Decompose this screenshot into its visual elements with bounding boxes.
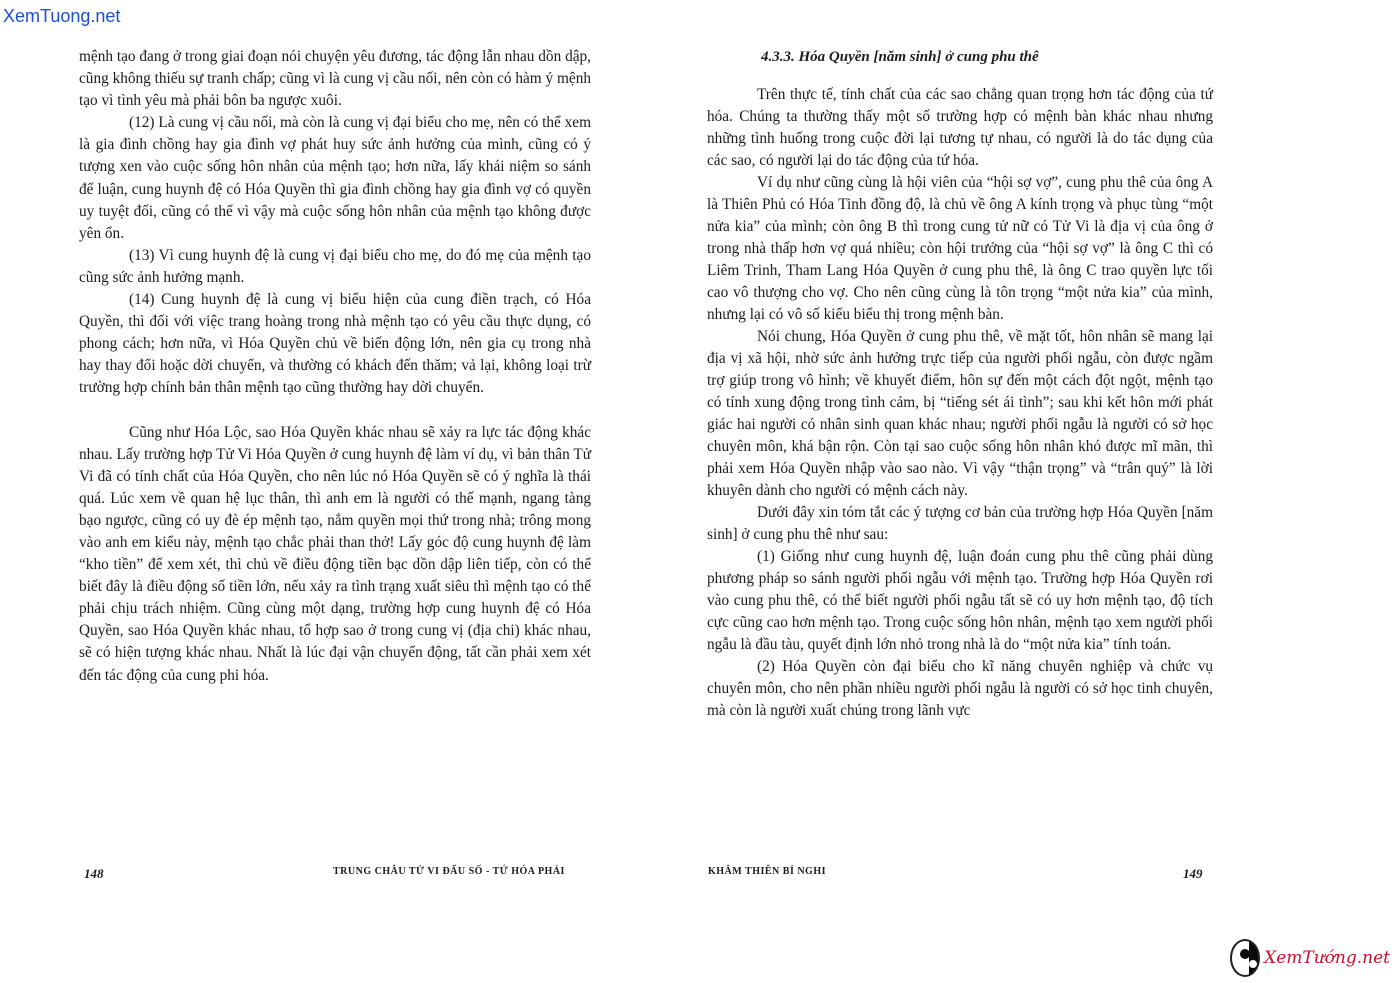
left-paragraph-1: mệnh tạo đang ở trong giai đoạn nói chuyện yêu đương, tác động lẫn nhau dồn dập, cũng không thiếu sự tranh chấp; cũng vì là cung vị cầu nối, nên còn có hàm ý mệnh tạo vì tình yêu mà phải bôn ba ngược xuôi. [79, 48, 591, 110]
right-paragraph-5: (1) Giống như cung huynh đệ, luận đoán cung phu thê cũng phải dùng phương pháp so sánh người phối ngẫu với mệnh tạo. Trường hợp Hóa Quyền rơi vào cung phu thê, có thể biết người phối ngẫu tất sẽ có uy hơn mệnh tạo, độ tích cực cũng cao hơn mệnh tạo. Trong cuộc sống hôn nhân, mệnh tạo xem người phối ngẫu là đầu tàu, quyết định lớn nhỏ trong nhà là do “một nửa kia” tính toán. [707, 548, 1213, 653]
right-paragraph-1: Trên thực tế, tính chất của các sao chẳng quan trọng hơn tác động của tứ hóa. Chúng ta thường thấy một số trường hợp có mệnh bàn khác nhau nhưng những tình huống trong cuộc đời lại tương tự nhau, có người là do tác dụng của các sao, có người lại do tác động của tứ hóa. [707, 86, 1213, 169]
right-paragraph-6: (2) Hóa Quyền còn đại biểu cho kĩ năng chuyên nghiệp và chức vụ chuyên môn, cho nên phần nhiều người phối ngẫu là người có sở học tinh chuyên, mà còn là người xuất chúng trong lãnh vực [707, 658, 1213, 719]
section-heading: 4.3.3. Hóa Quyền [năm sinh] ở cung phu thê [761, 49, 1039, 65]
right-page [707, 46, 1213, 722]
left-page [79, 46, 591, 687]
right-page-number: 149 [1183, 866, 1203, 881]
left-paragraph-4: (14) Cung huynh đệ là cung vị biểu hiện của cung điền trạch, có Hóa Quyền, thì đối với việc trang hoàng trong nhà mệnh tạo có yêu cầu thực dụng, có phong cách; hơn nữa, vì Hóa Quyền chủ về biến động lớn, nên gia cụ trong nhà hay thay đổi hoặc dời chuyển, và thường có khách đến thăm; vả lại, không loại trừ trường hợp chính bản thân mệnh tạo cũng thường hay dời chuyển. [79, 291, 591, 397]
right-paragraph-2: Ví dụ như cũng cùng là hội viên của “hội sợ vợ”, cung phu thê của ông A là Thiên Phủ có Hóa Tinh đồng độ, là chủ về ông A kính trọng và phục tùng “một nửa kia” của mình; còn ông B thì trong cung tử nữ có Tử Vi là địa vị của ông ở trong nhà thấp hơn vợ quá nhiều; còn hội trưởng của “hội sợ vợ” là ông C thì có Liêm Trinh, Tham Lang Hóa Quyền ở cung phu thê, là ông C trao quyền lực tối cao vô thượng cho vợ. Cho nên cũng cùng là tôn trọng “một nửa kia” của mình, nhưng lại có vô số kiểu biểu thị trong mệnh bàn. [707, 174, 1213, 323]
right-paragraph-4: Dưới đây xin tóm tắt các ý tượng cơ bản của trường hợp Hóa Quyền [năm sinh] ở cung phu thê như sau: [707, 504, 1213, 543]
left-page-number: 148 [84, 866, 104, 881]
left-paragraph-5: Cũng như Hóa Lộc, sao Hóa Quyền khác nhau sẽ xảy ra lực tác động khác nhau. Lấy trường hợp Tử Vi Hóa Quyền ở cung huynh đệ làm ví dụ, vì bản thân Tử Vi đã có tính chất của Hóa Quyền, cho nên lúc nó Hóa Quyền sẽ có ý nghĩa là thái quá. Lúc xem về quan hệ lục thân, thì anh em là người có thế mạnh, ngang tàng bạo ngược, cũng có uy đè ép mệnh tạo, nắm quyền mọi thứ trong nhà; trông mong vào anh em kiểu này, mệnh tạo chắc phải than thở! Lấy góc độ cung huynh đệ làm “kho tiền” để xem xét, thì chủ về điều động tiền bạc dồn dập liên tiếp, còn có thể biết đây là điều động số tiền lớn, nếu xảy ra tình trạng xuất siêu thì mệnh tạo có thể phải chịu trách nhiệm. Cũng cùng một dạng, trường hợp cung huynh đệ có Hóa Quyền, sao Hóa Quyền khác nhau, tổ hợp sao ở trong cung vị (địa chi) khác nhau, sẽ có hiện tượng khác nhau. Nhất là lúc đại vận chuyển động, tất cần phải xem xét đến tác động của cung phi hóa. [79, 423, 591, 684]
left-paragraph-2: (12) Là cung vị cầu nối, mà còn là cung vị đại biểu cho mẹ, nên có thể xem là gia đình chồng hay gia đình vợ phát huy sức ảnh hưởng của mình, cũng có ý tượng xen vào cuộc sống hôn nhân của mệnh tạo; hơn nữa, lấy khái niệm so sánh để luận, cung huynh đệ có Hóa Quyền thì gia đình chồng hay gia đình vợ có quyền uy tuyệt đối, cũng có thể vì vậy mà cuộc sống hôn nhân của mệnh tạo không được yên ổn. [79, 114, 591, 242]
paragraph-gap [79, 400, 591, 422]
left-running-head: TRUNG CHÂU TỬ VI ĐẨU SỐ - TỨ HÓA PHÁI [333, 866, 565, 877]
right-running-head: KHÂM THIÊN BÍ NGHI [708, 866, 826, 877]
watermark-bottom[interactable] [1230, 937, 1390, 979]
left-paragraph-3: (13) Vì cung huynh đệ là cung vị đại biểu cho mẹ, do đó mẹ của mệnh tạo cũng sức ảnh hưởng mạnh. [79, 246, 591, 286]
watermark-bottom-text: XemTướng.net [1264, 948, 1390, 968]
watermark-top[interactable]: XemTuong.net [3, 6, 121, 26]
yin-yang-icon [1230, 939, 1260, 977]
right-paragraph-3: Nói chung, Hóa Quyền ở cung phu thê, về mặt tốt, hôn nhân sẽ mang lại địa vị xã hội, nhờ sức ảnh hưởng trực tiếp của người phối ngẫu, còn được ngầm trợ giúp trong vô hình; về khuyết điểm, hôn sự đến một cách đột ngột, mệnh tạo có tính xung động trong tình cảm, bị “tiếng sét ái tình”; sau khi kết hôn mới phát giác hai người có nhân sinh quan khác nhau; người phối ngẫu là người có sở học chuyên môn, khá bận rộn. Còn tại sao cuộc sống hôn nhân khó được mĩ mãn, thì phải xem Hóa Quyền nhập vào sao nào. Vì vậy “thận trọng” và “trân quý” là lời khuyên dành cho người có mệnh cách này. [707, 328, 1213, 499]
